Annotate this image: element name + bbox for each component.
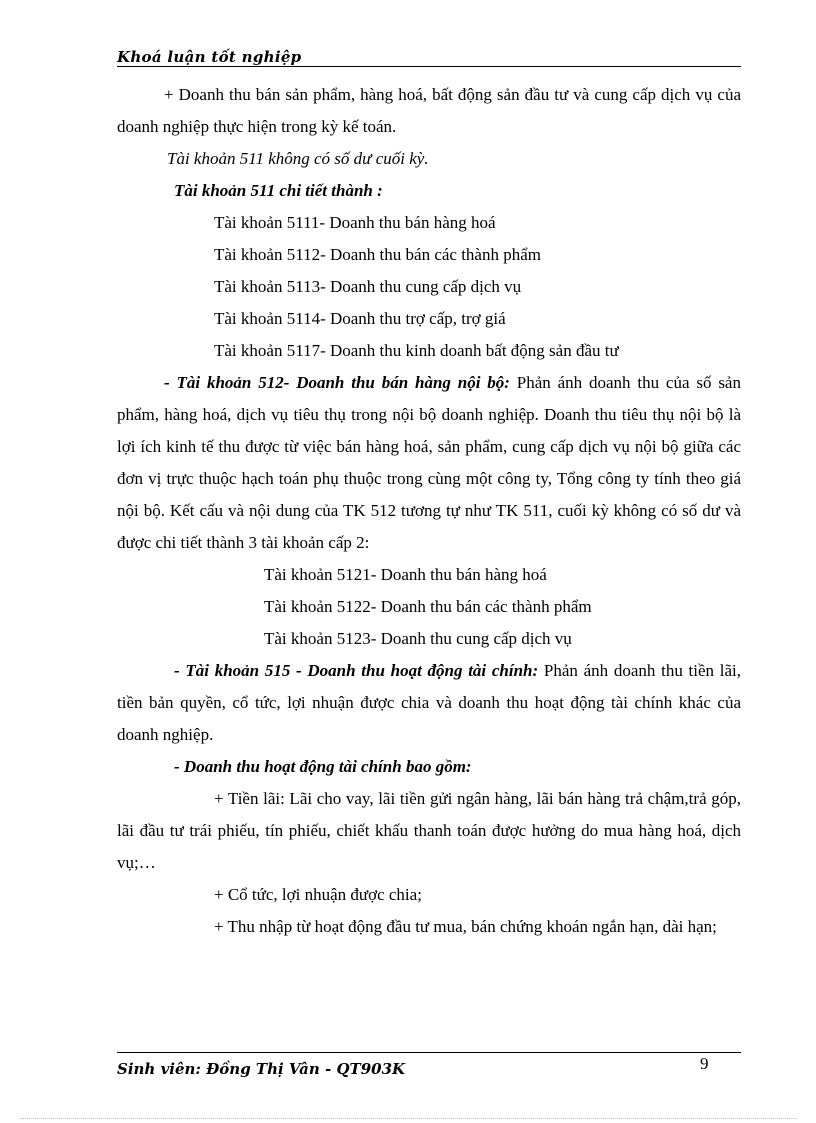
- paragraph-dividends: + Cổ tức, lợi nhuận được chia;: [214, 885, 422, 904]
- list-item: Tài khoản 5112- Doanh thu bán các thành phẩm: [214, 245, 541, 264]
- tk511-list: [117, 207, 741, 367]
- footer-author: Sinh viên: Đồng Thị Vân - QT903K: [117, 1060, 406, 1078]
- footer-rule: [117, 1052, 741, 1053]
- page-edge-divider: [20, 1118, 796, 1119]
- tk512-heading: - Tài khoản 512- Doanh thu bán hàng nội bộ:: [164, 373, 510, 392]
- tk515-heading: - Tài khoản 515 - Doanh thu hoạt động tài chính:: [174, 661, 539, 680]
- tk512-text: Phản ánh doanh thu của số sản phẩm, hàng hoá, dịch vụ tiêu thụ trong nội bộ doanh nghiệp. Doanh thu tiêu thụ nội bộ là lợi ích kinh tế thu được từ việc bán hàng hoá, sản phẩm, cung cấp dịch vụ nội bộ giữa các đơn vị trực thuộc hạch toán phụ thuộc trong cùng một công ty, Tổng công ty tính theo giá nội bộ. Kết cấu và nội dung của TK 512 tương tự như TK 511, cuối kỳ không có số dư và được chi tiết thành 3 tài khoản cấp 2:: [117, 373, 741, 552]
- paragraph-tk515: [117, 655, 741, 751]
- page-header: [117, 48, 741, 67]
- heading-tk511-detail: Tài khoản 511 chi tiết thành :: [174, 181, 383, 200]
- list-item: Tài khoản 5111- Doanh thu bán hàng hoá: [214, 213, 496, 232]
- list-item: Tài khoản 5122- Doanh thu bán các thành phẩm: [264, 597, 592, 616]
- heading-financial-revenue: - Doanh thu hoạt động tài chính bao gồm:: [174, 757, 472, 776]
- tk512-list: [117, 559, 741, 655]
- list-item: Tài khoản 5121- Doanh thu bán hàng hoá: [264, 565, 547, 584]
- paragraph-no-balance: Tài khoản 511 không có số dư cuối kỳ.: [167, 149, 429, 168]
- paragraph-interest: + Tiền lãi: Lãi cho vay, lãi tiền gửi ngân hàng, lãi bán hàng trả chậm,trả góp, lãi đầu tư trái phiếu, tín phiếu, chiết khấu thanh toán được hưởng do mua hàng hoá, dịch vụ;…: [117, 789, 741, 872]
- paragraph-revenue-items: + Doanh thu bán sản phẩm, hàng hoá, bất động sản đầu tư và cung cấp dịch vụ của doanh nghiệp thực hiện trong kỳ kế toán.: [117, 85, 741, 136]
- list-item: Tài khoản 5114- Doanh thu trợ cấp, trợ giá: [214, 309, 506, 328]
- list-item: Tài khoản 5117- Doanh thu kinh doanh bất động sản đầu tư: [214, 341, 619, 360]
- list-item: Tài khoản 5113- Doanh thu cung cấp dịch vụ: [214, 277, 522, 296]
- document-body: [117, 79, 741, 943]
- header-title: Khoá luận tốt nghiệp: [117, 48, 302, 66]
- page-number: 9: [700, 1054, 709, 1073]
- list-item: Tài khoản 5123- Doanh thu cung cấp dịch vụ: [264, 629, 572, 648]
- paragraph-securities: + Thu nhập từ hoạt động đầu tư mua, bán chứng khoán ngắn hạn, dài hạn;: [214, 917, 717, 936]
- paragraph-tk512: [117, 367, 741, 559]
- tk515-text: Phản ánh doanh thu tiền lãi, tiền bản quyền, cổ tức, lợi nhuận được chia và doanh thu hoạt động tài chính khác của doanh nghiệp.: [117, 661, 741, 744]
